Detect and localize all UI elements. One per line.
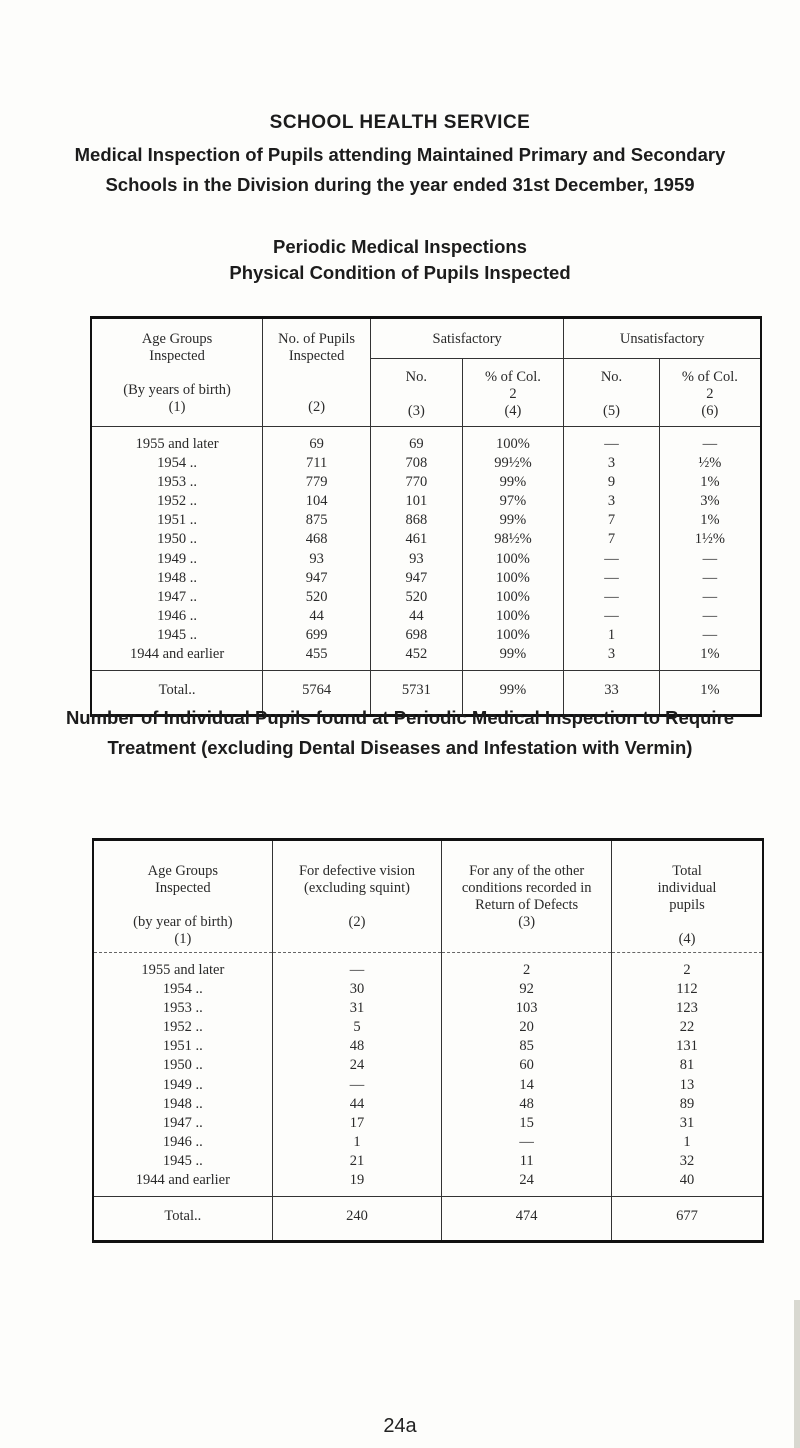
t2-header-total-pupils: Total individual pupils (4) xyxy=(612,840,763,953)
t2-age-group: 1951 .. xyxy=(162,1038,203,1055)
t1-cell: 99% xyxy=(462,511,564,530)
treatment-required-table xyxy=(92,838,764,1243)
t2-cell: — xyxy=(442,1133,612,1152)
t2-age-group: 1946 .. xyxy=(162,1133,203,1150)
t2-row xyxy=(93,953,763,981)
t1-age-group: 1949 .. xyxy=(157,550,197,567)
t2-cell: 89 xyxy=(612,1095,763,1114)
t2-row xyxy=(93,1056,763,1075)
t2-cell: 11 xyxy=(442,1152,612,1171)
section1-heading: Periodic Medical Inspections xyxy=(273,236,527,257)
t1-cell: 455 xyxy=(263,645,371,671)
t1-age-group: 1955 and later xyxy=(135,436,219,452)
t1-cell: — xyxy=(564,569,659,588)
t1-age-group: 1952 .. xyxy=(157,493,197,510)
t1-row xyxy=(91,588,761,607)
t1-total-cell: 5764 xyxy=(263,671,371,716)
t1-cell: 7 xyxy=(564,530,659,549)
t2-cell: 22 xyxy=(612,1018,763,1037)
t2-cell: 81 xyxy=(612,1056,763,1075)
t2-cell: 131 xyxy=(612,1037,763,1056)
t1-row xyxy=(91,454,761,473)
t1-cell: 99% xyxy=(462,645,564,671)
t2-age-group: 1944 and earlier xyxy=(135,1172,230,1189)
t2-cell: 2 xyxy=(442,953,612,981)
t1-cell: 97% xyxy=(462,492,564,511)
t2-row xyxy=(93,1018,763,1037)
t2-age-group: 1952 .. xyxy=(162,1019,203,1036)
t1-cell: 44 xyxy=(263,607,371,626)
section1-subheading: Physical Condition of Pupils Inspected xyxy=(229,262,571,283)
t2-total-cell: 474 xyxy=(442,1197,612,1242)
t1-row xyxy=(91,607,761,626)
t2-row xyxy=(93,999,763,1018)
section2-heading: Number of Individual Pupils found at Periodic Medical Inspection to Require Treatment (excluding Dental Diseases and Infestation with Vermin) xyxy=(65,707,735,758)
t1-cell: 711 xyxy=(263,454,371,473)
t2-age-group: 1948 .. xyxy=(162,1095,203,1112)
t1-cell: — xyxy=(659,569,761,588)
t1-cell: 3 xyxy=(564,645,659,671)
t1-cell: 3 xyxy=(564,492,659,511)
header-pupils-inspected: No. of Pupils Inspected (2) xyxy=(263,318,371,427)
t1-total-cell: 5731 xyxy=(371,671,463,716)
t2-cell: 1 xyxy=(612,1133,763,1152)
t1-age-group: 1947 .. xyxy=(157,588,197,605)
t1-cell: 1% xyxy=(659,511,761,530)
t2-cell: 30 xyxy=(272,980,442,999)
t1-cell: 93 xyxy=(371,550,463,569)
t2-age-group: 1953 .. xyxy=(162,1000,203,1017)
t1-row xyxy=(91,427,761,455)
t2-age-group: 1949 .. xyxy=(162,1076,203,1093)
t1-cell: 868 xyxy=(371,511,463,530)
t2-cell: 2 xyxy=(612,953,763,981)
t1-age-group: 1945 .. xyxy=(157,626,197,643)
t2-row xyxy=(93,1114,763,1133)
t1-row xyxy=(91,626,761,645)
t2-header-defective-vision: For defective vision (excluding squint) (2) xyxy=(272,840,442,953)
t2-total-label: Total.. xyxy=(93,1197,272,1242)
t2-row xyxy=(93,1171,763,1197)
page-subtitle: Medical Inspection of Pupils attending Maintained Primary and Secondary Schools in the Division during the year ended 31st December, 1959 xyxy=(74,144,726,195)
t1-cell: 9 xyxy=(564,473,659,492)
page-number: 24a xyxy=(383,1415,417,1437)
t2-row xyxy=(93,1133,763,1152)
t1-age-group: 1951 .. xyxy=(157,512,197,529)
t1-cell: — xyxy=(564,550,659,569)
t1-row xyxy=(91,645,761,671)
t1-cell: 93 xyxy=(263,550,371,569)
t1-row xyxy=(91,550,761,569)
t2-cell: 20 xyxy=(442,1018,612,1037)
t2-cell: 24 xyxy=(442,1171,612,1197)
t1-cell: 520 xyxy=(263,588,371,607)
physical-condition-table xyxy=(90,316,762,717)
t1-cell: — xyxy=(659,427,761,455)
t2-cell: 17 xyxy=(272,1114,442,1133)
t2-cell: 44 xyxy=(272,1095,442,1114)
t1-age-group: 1944 and earlier xyxy=(129,646,225,663)
t2-row xyxy=(93,1152,763,1171)
t1-cell: 7 xyxy=(564,511,659,530)
t2-cell: 123 xyxy=(612,999,763,1018)
t2-cell: 31 xyxy=(612,1114,763,1133)
t2-cell: 60 xyxy=(442,1056,612,1075)
t2-age-group: 1954 .. xyxy=(162,981,203,998)
t2-cell: 31 xyxy=(272,999,442,1018)
t1-cell: 1½% xyxy=(659,530,761,549)
t1-age-group: 1946 .. xyxy=(157,607,197,624)
t2-header-other-conditions: For any of the other conditions recorded in Return of Defects (3) xyxy=(442,840,612,953)
t1-cell: 100% xyxy=(462,588,564,607)
t1-total-label: Total.. xyxy=(91,671,263,716)
t1-cell: — xyxy=(659,550,761,569)
header-sat-pct: % of Col. 2 (4) xyxy=(462,359,564,427)
t1-cell: 1% xyxy=(659,645,761,671)
t1-cell: 770 xyxy=(371,473,463,492)
page-edge-shadow xyxy=(794,1300,800,1448)
t2-cell: — xyxy=(272,953,442,981)
t1-cell: 3% xyxy=(659,492,761,511)
t2-cell: 48 xyxy=(442,1095,612,1114)
t2-cell: 92 xyxy=(442,980,612,999)
t1-cell: 1 xyxy=(564,626,659,645)
t2-cell: 40 xyxy=(612,1171,763,1197)
t2-cell: 13 xyxy=(612,1076,763,1095)
t2-age-group: 1945 .. xyxy=(162,1152,203,1169)
header-unsat-pct: % of Col. 2 (6) xyxy=(659,359,761,427)
t2-cell: 48 xyxy=(272,1037,442,1056)
t1-row xyxy=(91,511,761,530)
header-sat-no: No. (3) xyxy=(371,359,463,427)
t1-cell: 98½% xyxy=(462,530,564,549)
t2-header-age-groups: Age Groups Inspected (by year of birth) (1) xyxy=(93,840,272,953)
t2-cell: 112 xyxy=(612,980,763,999)
t2-cell: — xyxy=(272,1076,442,1095)
t1-total-cell: 1% xyxy=(659,671,761,716)
t1-row xyxy=(91,530,761,549)
t1-cell: ½% xyxy=(659,454,761,473)
t1-cell: — xyxy=(564,588,659,607)
t1-cell: 69 xyxy=(371,427,463,455)
header-unsatisfactory: Unsatisfactory xyxy=(564,318,761,359)
t1-total-cell: 33 xyxy=(564,671,659,716)
t1-cell: 44 xyxy=(371,607,463,626)
t2-total-cell: 677 xyxy=(612,1197,763,1242)
t1-cell: 468 xyxy=(263,530,371,549)
t1-row xyxy=(91,473,761,492)
t1-cell: 101 xyxy=(371,492,463,511)
t1-cell: — xyxy=(564,607,659,626)
t1-cell: — xyxy=(659,626,761,645)
t1-cell: 100% xyxy=(462,569,564,588)
t1-cell: — xyxy=(659,588,761,607)
t2-cell: 21 xyxy=(272,1152,442,1171)
t1-cell: 698 xyxy=(371,626,463,645)
t1-cell: 100% xyxy=(462,427,564,455)
t1-cell: 1% xyxy=(659,473,761,492)
t1-cell: 100% xyxy=(462,550,564,569)
t1-cell: 69 xyxy=(263,427,371,455)
t1-row xyxy=(91,569,761,588)
header-satisfactory: Satisfactory xyxy=(371,318,564,359)
t1-age-group: 1948 .. xyxy=(157,569,197,586)
t1-age-group: 1953 .. xyxy=(157,474,197,491)
t2-cell: 103 xyxy=(442,999,612,1018)
t1-row xyxy=(91,492,761,511)
t1-cell: 100% xyxy=(462,607,564,626)
t1-age-group: 1954 .. xyxy=(157,455,197,472)
t1-cell: — xyxy=(659,607,761,626)
t2-total-cell: 240 xyxy=(272,1197,442,1242)
t1-cell: 99½% xyxy=(462,454,564,473)
t1-cell: — xyxy=(564,427,659,455)
t1-cell: 3 xyxy=(564,454,659,473)
t2-cell: 15 xyxy=(442,1114,612,1133)
t2-row xyxy=(93,1095,763,1114)
t2-cell: 85 xyxy=(442,1037,612,1056)
t1-cell: 520 xyxy=(371,588,463,607)
t1-cell: 452 xyxy=(371,645,463,671)
t2-row xyxy=(93,1076,763,1095)
t1-cell: 875 xyxy=(263,511,371,530)
t2-cell: 32 xyxy=(612,1152,763,1171)
t1-cell: 99% xyxy=(462,473,564,492)
header-age-groups: Age Groups Inspected (By years of birth) (1) xyxy=(91,318,263,427)
t2-cell: 5 xyxy=(272,1018,442,1037)
t2-cell: 19 xyxy=(272,1171,442,1197)
t1-cell: 100% xyxy=(462,626,564,645)
header-unsat-no: No. (5) xyxy=(564,359,659,427)
t2-cell: 1 xyxy=(272,1133,442,1152)
t1-cell: 947 xyxy=(371,569,463,588)
t2-age-group: 1947 .. xyxy=(162,1114,203,1131)
t1-cell: 104 xyxy=(263,492,371,511)
t2-row xyxy=(93,1037,763,1056)
t1-total-cell: 99% xyxy=(462,671,564,716)
t2-age-group: 1955 and later xyxy=(141,962,225,978)
t2-cell: 14 xyxy=(442,1076,612,1095)
t1-cell: 461 xyxy=(371,530,463,549)
t1-cell: 947 xyxy=(263,569,371,588)
page-title: SCHOOL HEALTH SERVICE xyxy=(269,112,531,133)
t2-cell: 24 xyxy=(272,1056,442,1075)
t2-age-group: 1950 .. xyxy=(162,1057,203,1074)
t1-age-group: 1950 .. xyxy=(157,531,197,548)
t2-row xyxy=(93,980,763,999)
t1-cell: 699 xyxy=(263,626,371,645)
t2-total-row xyxy=(93,1197,763,1242)
t1-cell: 779 xyxy=(263,473,371,492)
t1-cell: 708 xyxy=(371,454,463,473)
